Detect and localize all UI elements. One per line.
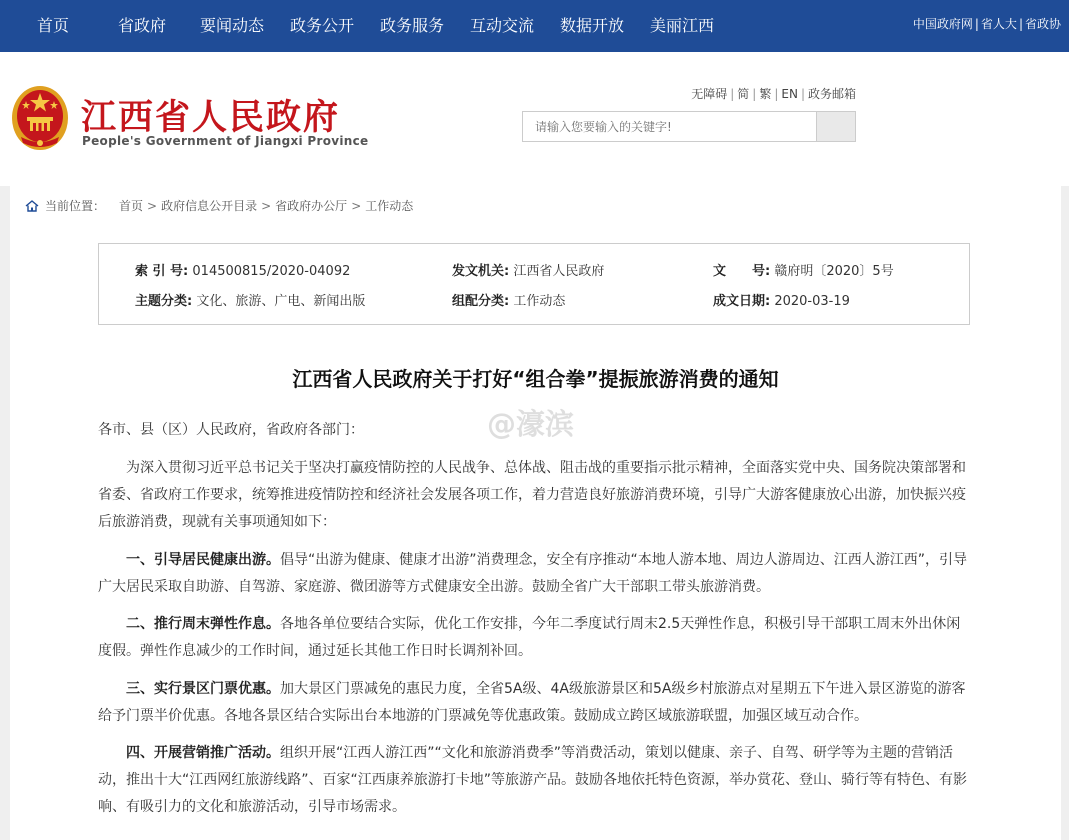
search-input[interactable] <box>522 111 817 142</box>
breadcrumb-item-home[interactable]: 首页 <box>119 199 144 213</box>
meta-value: 014500815/2020-04092 <box>192 264 351 279</box>
utility-links <box>691 85 856 102</box>
top-nav-bar <box>0 0 1069 52</box>
breadcrumb-separator: > <box>261 199 272 213</box>
separator: | <box>1018 17 1023 31</box>
section-text: 倡导“出游为健康、健康才出游”消费理念，安全有序推动“本地人游本地、周边人游周边、江西人游江西”，引导广大居民采取自助游、自驾游、家庭游、微团游等方式健康安全出游。鼓励全省广大干部职工带头旅游消费。 <box>98 552 968 595</box>
separator: | <box>730 87 735 101</box>
breadcrumb-item-work-news[interactable]: 工作动态 <box>365 199 414 213</box>
section-heading: 四、开展营销推广活动。 <box>126 745 280 761</box>
separator: | <box>800 87 805 101</box>
section-paragraph <box>98 740 968 821</box>
meta-value: 赣府明〔2020〕5号 <box>774 264 894 279</box>
document-title: 江西省人民政府关于打好“组合拳”提振旅游消费的通知 <box>292 367 779 391</box>
nav-item-provincial-gov[interactable]: 省政府 <box>118 16 167 35</box>
traditional-chinese-link[interactable]: 繁 <box>759 87 772 101</box>
national-emblem-icon <box>11 85 69 151</box>
meta-value: 2020-03-19 <box>774 294 850 309</box>
section-paragraph <box>98 547 968 601</box>
section-paragraph <box>98 676 968 730</box>
simplified-chinese-link[interactable]: 简 <box>737 87 750 101</box>
link-china-gov[interactable]: 中国政府网 <box>912 17 973 31</box>
watermark: @濠滨 <box>487 407 575 441</box>
document-metadata-box <box>98 243 970 325</box>
meta-label: 索 引 号: <box>135 264 189 279</box>
section-text: 组织开展“江西人游江西”“文化和旅游消费季”等消费活动，策划以健康、亲子、自驾、研学等为主题的营销活动，推出十大“江西网红旅游线路”、百家“江西康养旅游打卡地”等旅游产品。鼓励各地依托特色资源，举办赏花、登山、骑行等有特色、有影响、有吸引力的文化和旅游活动，引导市场需求。 <box>98 745 968 815</box>
english-link[interactable]: EN <box>781 87 798 101</box>
search-button[interactable] <box>817 111 856 142</box>
content-panel <box>10 186 1061 840</box>
gov-mailbox-link[interactable]: 政务邮箱 <box>807 87 856 101</box>
breadcrumb-item-general-office[interactable]: 省政府办公厅 <box>275 199 348 213</box>
section-heading: 二、推行周末弹性作息。 <box>126 616 280 632</box>
meta-label: 发文机关: <box>452 264 510 279</box>
breadcrumb <box>25 197 413 214</box>
meta-label: 文 号: <box>713 264 771 279</box>
intro-paragraph: 为深入贯彻习近平总书记关于坚决打赢疫情防控的人民战争、总体战、阻击战的重要指示批示精神，全面落实党中央、国务院决策部署和省委、省政府工作要求，统筹推进疫情防控和经济社会发展各项工作，着力营造良好旅游消费环境，引导广大游客健康放心出游，加快振兴疫后旅游消费，现就有关事项通知如下： <box>98 460 966 530</box>
nav-item-news[interactable]: 要闻动态 <box>200 16 265 35</box>
nav-item-home[interactable]: 首页 <box>37 16 70 35</box>
meta-index-number <box>135 260 350 279</box>
meta-label: 成文日期: <box>713 294 771 309</box>
meta-value: 工作动态 <box>513 294 566 309</box>
link-npc[interactable]: 省人大 <box>980 17 1017 31</box>
breadcrumb-item-info-catalog[interactable]: 政府信息公开目录 <box>161 199 258 213</box>
nav-item-gov-services[interactable]: 政务服务 <box>380 16 445 35</box>
nav-item-beautiful-jiangxi[interactable]: 美丽江西 <box>650 16 715 35</box>
nav-item-interaction[interactable]: 互动交流 <box>470 16 535 35</box>
section-heading: 一、引导居民健康出游。 <box>126 552 280 568</box>
section-text: 加大景区门票减免的惠民力度，全省5A级、4A级旅游景区和5A级乡村旅游点对星期五下午进入景区游览的游客给予门票半价优惠。各地各景区结合实际出台本地游的门票减免等优惠政策。鼓励成立跨区域旅游联盟，加强区域互动合作。 <box>98 681 966 724</box>
section-paragraph <box>98 611 968 665</box>
separator: | <box>974 17 979 31</box>
meta-date <box>713 290 850 309</box>
meta-label: 主题分类: <box>135 294 193 309</box>
nav-item-open-data[interactable]: 数据开放 <box>560 16 625 35</box>
section-text: 各地各单位要结合实际，优化工作安排，今年二季度试行周末2.5天弹性作息，积极引导干部职工周末外出休闲度假。弹性作息减少的工作时间，通过延长其他工作日时长调剂补回。 <box>98 616 961 659</box>
separator: | <box>774 87 779 101</box>
meta-group-category <box>452 290 565 309</box>
site-subtitle: People's Government of Jiangxi Province <box>82 134 369 148</box>
breadcrumb-label: 当前位置： <box>45 199 106 213</box>
meta-value: 文化、旅游、广电、新闻出版 <box>196 294 366 309</box>
site-header <box>0 52 1069 186</box>
breadcrumb-separator: > <box>351 199 362 213</box>
meta-label: 组配分类: <box>452 294 510 309</box>
separator: | <box>752 87 757 101</box>
breadcrumb-separator: > <box>147 199 158 213</box>
meta-value: 江西省人民政府 <box>513 264 605 279</box>
nav-item-gov-affairs-open[interactable]: 政务公开 <box>290 16 355 35</box>
meta-issuer <box>452 260 604 279</box>
accessibility-link[interactable]: 无障碍 <box>691 87 728 101</box>
link-cppcc[interactable]: 省政协 <box>1024 17 1061 31</box>
section-heading: 三、实行景区门票优惠。 <box>126 681 280 697</box>
site-title: 江西省人民政府 <box>81 97 341 138</box>
home-icon <box>25 200 39 212</box>
external-links <box>913 0 1061 48</box>
meta-topic-category <box>135 290 365 309</box>
meta-document-number <box>713 260 894 279</box>
salutation: 各市、县（区）人民政府，省政府各部门： <box>98 422 364 438</box>
